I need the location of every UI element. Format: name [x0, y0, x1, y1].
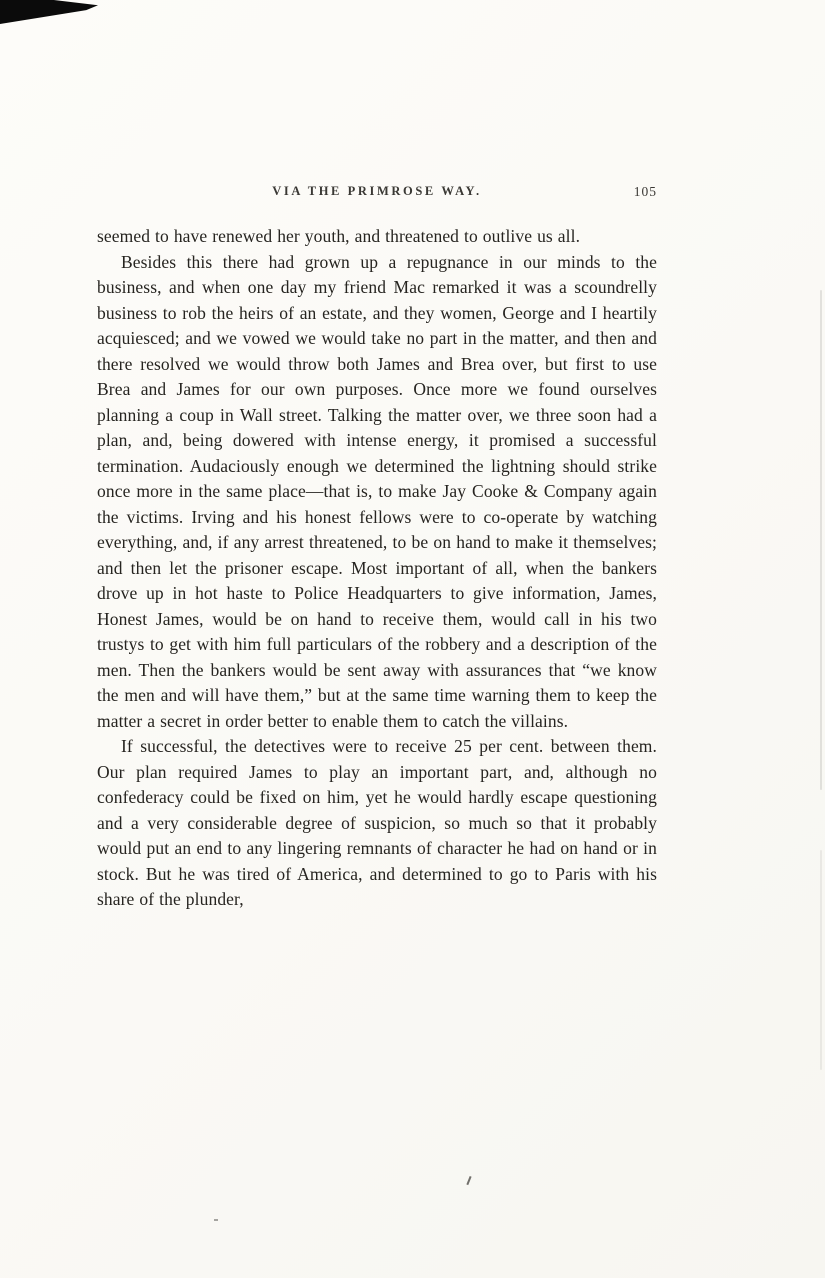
- paragraph-continuation: seemed to have renewed her youth, and threatened to outlive us all.: [97, 226, 581, 246]
- scan-speck: [466, 1176, 471, 1185]
- paragraph: Besides this there had grown up a repugnance in our minds to the business, and when one day my friend Mac remarked it was a scoundrelly business to rob the heirs of an estate, and they women, George and I heartily acquiesced; and we vowed we would take no part in the matter, and then and there resolved we would throw both James and Brea over, but first to use Brea and James for our own purposes. Once more we found ourselves planning a coup in Wall street. Talking the matter over, we three soon had a plan, and, being dowered with intense energy, it promised a successful termination. Audaciously enough we determined the lightning should strike once more in the same place—that is, to make Jay Cooke & Company again the victims. Irving and his honest fellows were to co-operate by watching everything, and, if any arrest threatened, to be on hand to make it themselves; and then let the prisoner escape. Most important of all, when the bankers drove up in hot haste to Police Headquarters to give information, James, Honest James, would be on hand to receive them, would call in his two trustys to get with him full particulars of the robbery and a description of the men. Then the bankers would be sent away with assurances that “we know the men and will have them,” but at the same time warning them to keep the matter a secret in order better to enable them to catch the villains.: [97, 251, 657, 731]
- scan-corner-artifact: [0, 0, 98, 24]
- page-body-text: [97, 224, 657, 913]
- page-number: 105: [633, 184, 657, 199]
- scan-speck: [214, 1219, 218, 1221]
- page-edge-shadow: [820, 850, 822, 1070]
- paragraph: If successful, the detectives were to receive 25 per cent. between them. Our plan required James to play an important part, and, although no confederacy could be fixed on him, yet he would hardly escape questioning and a very considerable degree of suspicion, so much so that it probably would put an end to any lingering remnants of character he had on hand or in stock. But he was tired of America, and determined to go to Paris with his share of the plunder,: [97, 736, 657, 909]
- running-header: VIA THE PRIMROSE WAY.: [272, 184, 482, 198]
- page-edge-shadow: [820, 290, 822, 790]
